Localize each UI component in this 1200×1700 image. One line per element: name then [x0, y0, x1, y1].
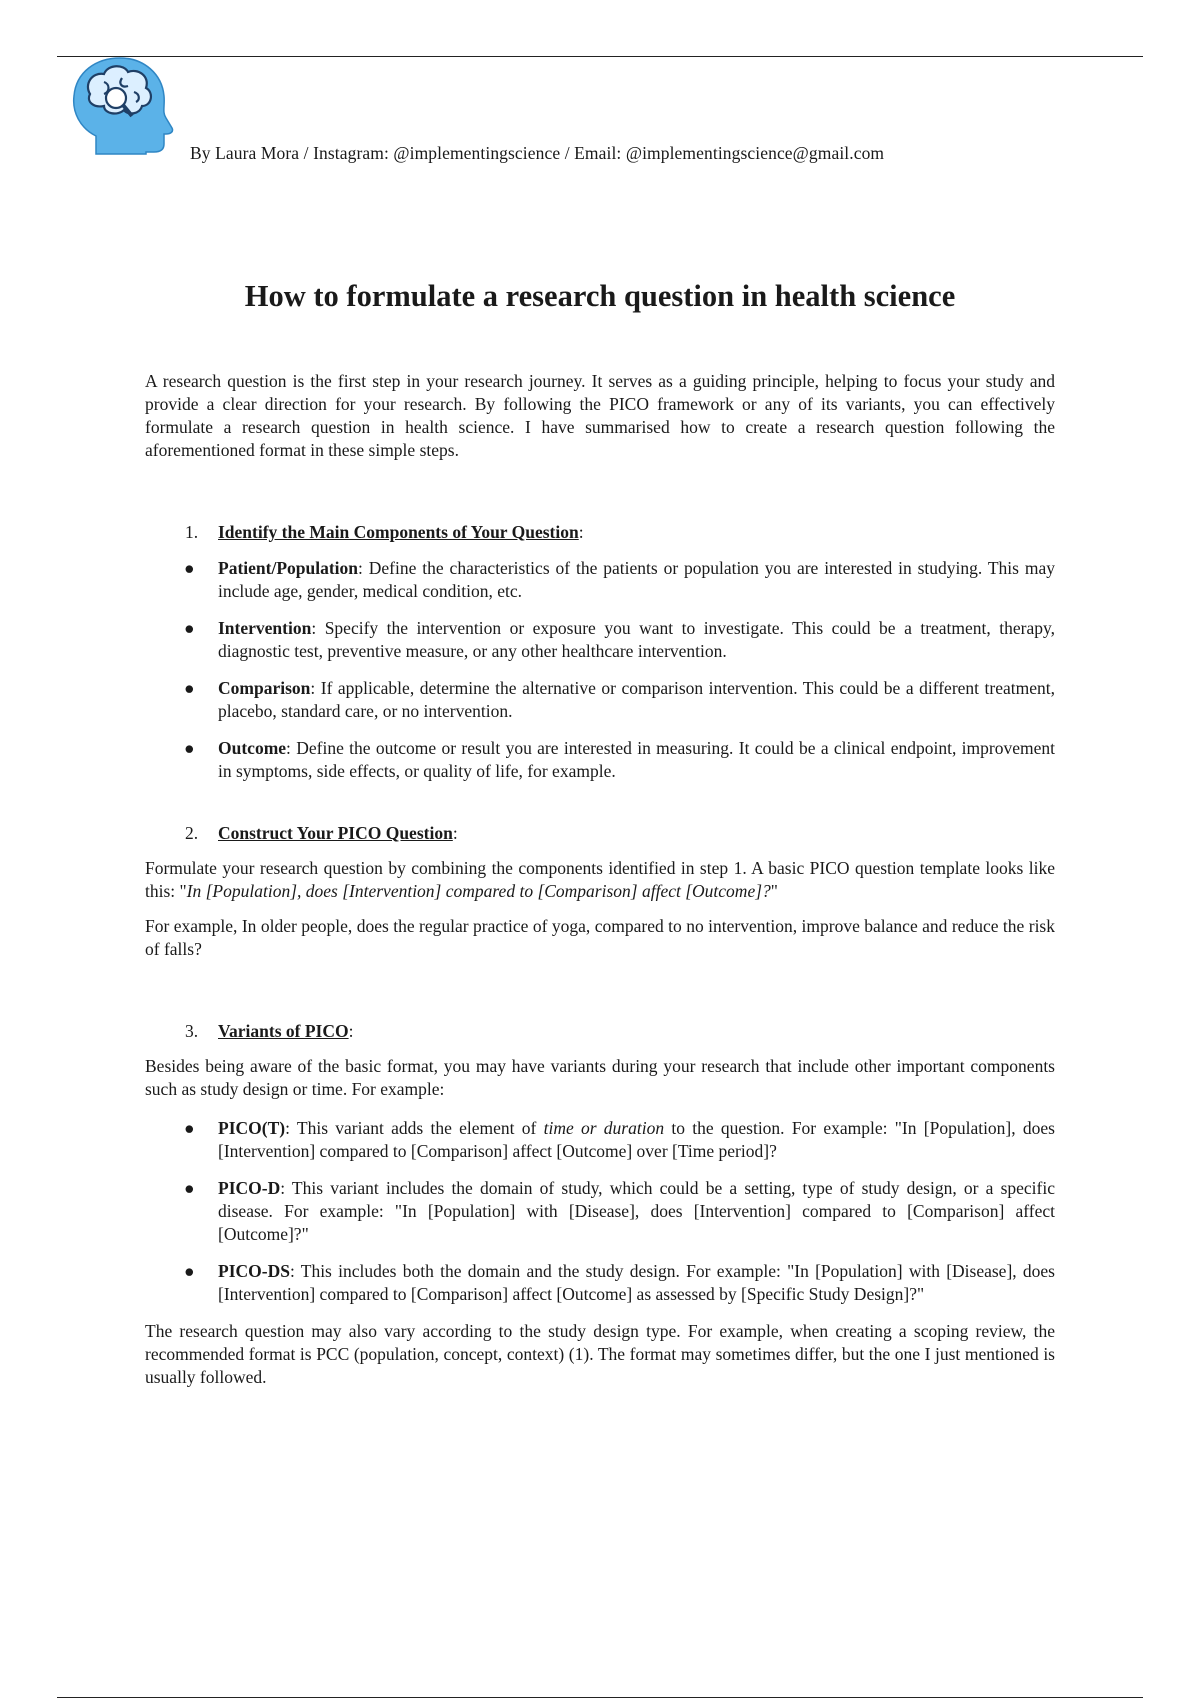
pico-template-paragraph: Formulate your research question by combining the components identified in step 1. A basic PICO question template looks like this: "In [Population], does [Intervention] compared to [Comparison] affect [Outcome]?": [145, 858, 1055, 901]
page-title: How to formulate a research question in health science: [244, 279, 956, 313]
section-heading-text: Identify the Main Components of Your Question: [218, 522, 579, 542]
list-item: ● PICO-DS: This includes both the domain and the study design. For example: "In [Population] with [Disease], does [Intervention] compared to [Comparison] affect [Outcome] as assessed by [Specific Study Design]?": [184, 1261, 1055, 1304]
bullet-icon: ●: [184, 678, 195, 698]
bullet-icon: ●: [184, 738, 195, 758]
pico-components-list: [145, 557, 1055, 783]
document-body: [145, 370, 1055, 1389]
section-3-heading: 3. Variants of PICO:: [185, 1021, 354, 1041]
study-design-paragraph: The research question may also vary according to the study design type. For example, when creating a scoping review, the recommended format is PCC (population, concept, context) (1). The format may sometimes differ, but the one I just mentioned is usually followed.: [145, 1321, 1055, 1387]
list-item: ● PICO-D: This variant includes the domain of study, which could be a setting, type of study design, or a specific disease. For example: "In [Population] with [Disease], does [Intervention] compared to [Comparison] affect [Outcome]?": [184, 1178, 1055, 1244]
list-item: ● Intervention: Specify the intervention or exposure you want to investigate. This could be a treatment, therapy, diagnostic test, preventive measure, or any other healthcare intervention.: [184, 618, 1055, 661]
brain-magnifier-head-icon: [66, 54, 184, 162]
author-byline: By Laura Mora / Instagram: @implementingscience / Email: @implementingscience@gmail.com: [190, 143, 885, 163]
list-item: ● PICO(T): This variant adds the element of time or duration to the question. For example: "In [Population], does [Intervention] compared to [Comparison] affect [Outcome] over [Time period]?: [184, 1118, 1055, 1161]
section-heading-text: Construct Your PICO Question: [218, 823, 453, 843]
example-paragraph: For example, In older people, does the regular practice of yoga, compared to no intervention, improve balance and reduce the risk of falls?: [145, 916, 1055, 959]
variants-intro-paragraph: Besides being aware of the basic format, you may have variants during your research that include other important components such as study design or time. For example:: [145, 1056, 1055, 1099]
bottom-rule: [57, 1697, 1143, 1698]
bullet-icon: ●: [184, 1178, 195, 1198]
bullet-icon: ●: [184, 558, 195, 578]
bullet-icon: ●: [184, 1261, 195, 1281]
intro-paragraph: A research question is the first step in your research journey. It serves as a guiding principle, helping to focus your study and provide a clear direction for your research. By following the PICO framework or any of its variants, you can effectively formulate a research question in health science. I have summarised how to create a research question following the aforementioned format in these simple steps.: [145, 371, 1055, 460]
pico-variants-list: [145, 1117, 1055, 1306]
section-number: 2.: [185, 823, 199, 843]
top-rule: [57, 56, 1143, 57]
bullet-icon: ●: [184, 1118, 195, 1138]
section-1-heading: 1. Identify the Main Components of Your Question:: [185, 522, 584, 542]
list-item: ● Outcome: Define the outcome or result you are interested in measuring. It could be a clinical endpoint, improvement in symptoms, side effects, or quality of life, for example.: [184, 738, 1055, 781]
list-item: ● Patient/Population: Define the characteristics of the patients or population you are interested in studying. This may include age, gender, medical condition, etc.: [184, 558, 1055, 601]
list-item: ● Comparison: If applicable, determine the alternative or comparison intervention. This could be a different treatment, placebo, standard care, or no intervention.: [184, 678, 1055, 721]
bullet-icon: ●: [184, 618, 195, 638]
section-number: 1.: [185, 522, 199, 542]
section-2-heading: 2. Construct Your PICO Question:: [185, 823, 458, 843]
section-heading-text: Variants of PICO: [218, 1021, 349, 1041]
section-number: 3.: [185, 1021, 199, 1041]
